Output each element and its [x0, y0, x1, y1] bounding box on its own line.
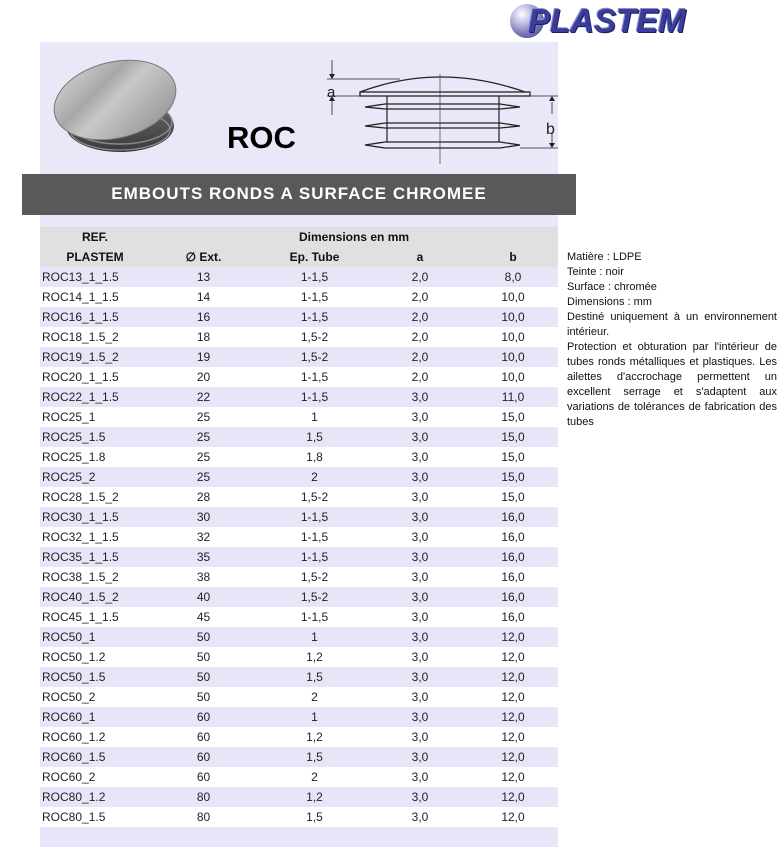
cell-tube: 1,5	[257, 807, 372, 827]
cell-ref: ROC20_1_1.5	[40, 367, 150, 387]
table-row	[40, 707, 558, 727]
cell-ref: ROC80_1.2	[40, 787, 150, 807]
title-banner	[22, 174, 576, 215]
cell-ref: ROC16_1_1.5	[40, 307, 150, 327]
cell-tube: 1,2	[257, 727, 372, 747]
cell-ext: 25	[150, 427, 257, 447]
cell-ref: ROC25_1	[40, 407, 150, 427]
cell-b: 12,0	[468, 667, 558, 687]
table-row	[40, 367, 558, 387]
cell-ext: 60	[150, 767, 257, 787]
cell-ext: 38	[150, 567, 257, 587]
cell-b: 15,0	[468, 467, 558, 487]
cell-tube: 1-1,5	[257, 287, 372, 307]
cell-b: 12,0	[468, 787, 558, 807]
table-row	[40, 607, 558, 627]
cell-ref: ROC60_1.5	[40, 747, 150, 767]
table-row	[40, 467, 558, 487]
cell-ext: 18	[150, 327, 257, 347]
cell-b: 16,0	[468, 567, 558, 587]
header-tube-thickness: Ep. Tube	[257, 247, 372, 267]
plastem-logo	[508, 2, 708, 42]
cell-b: 16,0	[468, 587, 558, 607]
cell-a: 3,0	[372, 587, 468, 607]
cell-b: 10,0	[468, 307, 558, 327]
cell-ext: 14	[150, 287, 257, 307]
cell-b: 10,0	[468, 347, 558, 367]
cell-ref: ROC60_1	[40, 707, 150, 727]
cell-ext: 32	[150, 527, 257, 547]
cell-tube: 1	[257, 627, 372, 647]
table-row	[40, 767, 558, 787]
table-row	[40, 427, 558, 447]
cell-ext: 25	[150, 447, 257, 467]
product-description	[567, 250, 777, 430]
cell-ref: ROC14_1_1.5	[40, 287, 150, 307]
cell-tube: 1,5	[257, 427, 372, 447]
dimension-label-b: b	[546, 121, 555, 138]
details-text: Protection et obturation par l'intérieur de tubes ronds métalliques et plastiques. Les ailettes d'accrochage permettent un excellent serrage et s'adaptent aux variations de tolérances de fabrication des tubes	[567, 341, 777, 428]
cell-b: 16,0	[468, 507, 558, 527]
cell-a: 2,0	[372, 267, 468, 287]
cell-a: 3,0	[372, 627, 468, 647]
empty-cell	[372, 827, 468, 847]
table-row	[40, 647, 558, 667]
empty-cell	[150, 827, 257, 847]
cell-ext: 19	[150, 347, 257, 367]
cell-b: 16,0	[468, 607, 558, 627]
table-row	[40, 807, 558, 827]
banner-title: EMBOUTS RONDS A SURFACE CHROMEE	[111, 184, 487, 203]
cell-b: 15,0	[468, 427, 558, 447]
empty-cell	[40, 827, 150, 847]
cell-tube: 1,5-2	[257, 587, 372, 607]
cell-tube: 1,5-2	[257, 567, 372, 587]
cell-b: 12,0	[468, 767, 558, 787]
cell-tube: 1-1,5	[257, 367, 372, 387]
cell-tube: 1-1,5	[257, 267, 372, 287]
table-row	[40, 527, 558, 547]
cell-ref: ROC50_1	[40, 627, 150, 647]
cell-ref: ROC32_1_1.5	[40, 527, 150, 547]
cell-a: 2,0	[372, 287, 468, 307]
header-dimensions: Dimensions en mm	[150, 227, 558, 247]
cell-b: 12,0	[468, 747, 558, 767]
cell-ref: ROC13_1_1.5	[40, 267, 150, 287]
cell-b: 16,0	[468, 547, 558, 567]
cell-a: 3,0	[372, 607, 468, 627]
cell-a: 2,0	[372, 307, 468, 327]
cell-a: 3,0	[372, 687, 468, 707]
cell-ext: 80	[150, 807, 257, 827]
material-text: Matière : LDPE	[567, 251, 642, 263]
table-empty-row	[40, 827, 558, 847]
cell-tube: 1,5-2	[257, 487, 372, 507]
cell-ref: ROC25_1.5	[40, 427, 150, 447]
cell-ref: ROC60_1.2	[40, 727, 150, 747]
cell-a: 3,0	[372, 727, 468, 747]
cell-a: 3,0	[372, 427, 468, 447]
cell-ref: ROC80_1.5	[40, 807, 150, 827]
cell-ref: ROC38_1.5_2	[40, 567, 150, 587]
table-row	[40, 727, 558, 747]
cell-tube: 1-1,5	[257, 387, 372, 407]
header-ext-diameter: ∅ Ext.	[150, 247, 257, 267]
cell-ext: 13	[150, 267, 257, 287]
cell-a: 3,0	[372, 567, 468, 587]
cell-b: 11,0	[468, 387, 558, 407]
cell-tube: 2	[257, 687, 372, 707]
table-header-row-2	[40, 247, 558, 267]
table-row	[40, 667, 558, 687]
cell-ext: 20	[150, 367, 257, 387]
logo-text: PLASTEM	[528, 2, 686, 39]
table-row	[40, 687, 558, 707]
cell-a: 3,0	[372, 527, 468, 547]
cell-a: 3,0	[372, 447, 468, 467]
product-code: ROC	[227, 120, 296, 155]
cell-a: 3,0	[372, 667, 468, 687]
cell-tube: 1,2	[257, 787, 372, 807]
cell-ext: 60	[150, 747, 257, 767]
cell-tube: 1-1,5	[257, 307, 372, 327]
cell-b: 12,0	[468, 807, 558, 827]
cell-ref: ROC25_2	[40, 467, 150, 487]
cell-tube: 1-1,5	[257, 507, 372, 527]
cell-b: 8,0	[468, 267, 558, 287]
cell-ext: 50	[150, 627, 257, 647]
cell-a: 3,0	[372, 407, 468, 427]
table-row	[40, 267, 558, 287]
cell-ext: 80	[150, 787, 257, 807]
cell-b: 12,0	[468, 647, 558, 667]
cell-a: 3,0	[372, 807, 468, 827]
cell-ext: 50	[150, 667, 257, 687]
cell-tube: 1-1,5	[257, 527, 372, 547]
cell-tube: 2	[257, 467, 372, 487]
surface-text: Surface : chromée	[567, 281, 657, 293]
table-row	[40, 507, 558, 527]
cell-tube: 1,5	[257, 747, 372, 767]
table-row	[40, 307, 558, 327]
empty-cell	[257, 827, 372, 847]
table-row	[40, 407, 558, 427]
cell-ext: 30	[150, 507, 257, 527]
dimensions-text: Dimensions : mm	[567, 296, 652, 308]
table-row	[40, 327, 558, 347]
table-row	[40, 567, 558, 587]
cell-ref: ROC40_1.5_2	[40, 587, 150, 607]
table-header-row-1	[40, 227, 558, 247]
cell-ext: 25	[150, 407, 257, 427]
cell-ext: 28	[150, 487, 257, 507]
cell-a: 2,0	[372, 367, 468, 387]
table-row	[40, 587, 558, 607]
cell-ext: 50	[150, 647, 257, 667]
cell-a: 3,0	[372, 767, 468, 787]
cell-ref: ROC22_1_1.5	[40, 387, 150, 407]
table-row	[40, 347, 558, 367]
cell-ext: 50	[150, 687, 257, 707]
cell-ext: 60	[150, 707, 257, 727]
cell-b: 16,0	[468, 527, 558, 547]
cell-tube: 1,2	[257, 647, 372, 667]
cell-a: 3,0	[372, 747, 468, 767]
cell-tube: 1,8	[257, 447, 372, 467]
product-table	[40, 227, 558, 847]
table-row	[40, 387, 558, 407]
header-a: a	[372, 247, 468, 267]
table-row	[40, 547, 558, 567]
empty-cell	[468, 827, 558, 847]
cell-a: 2,0	[372, 347, 468, 367]
cell-tube: 2	[257, 767, 372, 787]
cell-ext: 45	[150, 607, 257, 627]
cell-a: 3,0	[372, 787, 468, 807]
table-row	[40, 487, 558, 507]
cell-ref: ROC25_1.8	[40, 447, 150, 467]
cell-ext: 40	[150, 587, 257, 607]
cell-ref: ROC45_1_1.5	[40, 607, 150, 627]
cell-b: 12,0	[468, 727, 558, 747]
cell-a: 3,0	[372, 387, 468, 407]
cell-ext: 60	[150, 727, 257, 747]
table-row	[40, 287, 558, 307]
table-row	[40, 447, 558, 467]
cell-tube: 1,5-2	[257, 327, 372, 347]
header-ref: REF.	[40, 227, 150, 247]
table-row	[40, 747, 558, 767]
cell-b: 12,0	[468, 627, 558, 647]
cell-b: 10,0	[468, 327, 558, 347]
cell-ext: 22	[150, 387, 257, 407]
color-text: Teinte : noir	[567, 266, 624, 278]
cell-ref: ROC35_1_1.5	[40, 547, 150, 567]
usage-text: Destiné uniquement à un environnement intérieur.	[567, 311, 777, 338]
cell-tube: 1,5	[257, 667, 372, 687]
cell-ref: ROC50_2	[40, 687, 150, 707]
cell-a: 3,0	[372, 707, 468, 727]
cell-a: 2,0	[372, 327, 468, 347]
cell-ext: 25	[150, 467, 257, 487]
chrome-cap-image	[52, 56, 182, 160]
cell-a: 3,0	[372, 467, 468, 487]
cell-ref: ROC50_1.2	[40, 647, 150, 667]
cell-tube: 1-1,5	[257, 607, 372, 627]
dimension-label-a: a	[327, 84, 336, 101]
technical-drawing	[325, 52, 558, 164]
header-b: b	[468, 247, 558, 267]
cell-ref: ROC60_2	[40, 767, 150, 787]
cell-b: 10,0	[468, 367, 558, 387]
cell-ref: ROC19_1.5_2	[40, 347, 150, 367]
table-row	[40, 627, 558, 647]
cell-tube: 1-1,5	[257, 547, 372, 567]
cell-tube: 1,5-2	[257, 347, 372, 367]
cell-a: 3,0	[372, 487, 468, 507]
cell-tube: 1	[257, 707, 372, 727]
cell-a: 3,0	[372, 547, 468, 567]
cell-ref: ROC30_1_1.5	[40, 507, 150, 527]
cell-ext: 16	[150, 307, 257, 327]
cell-tube: 1	[257, 407, 372, 427]
cell-b: 10,0	[468, 287, 558, 307]
header-plastem: PLASTEM	[40, 247, 150, 267]
table-body	[40, 267, 558, 847]
cell-ref: ROC18_1.5_2	[40, 327, 150, 347]
product-header-panel	[40, 42, 558, 174]
cell-b: 15,0	[468, 487, 558, 507]
cell-a: 3,0	[372, 507, 468, 527]
cell-b: 15,0	[468, 407, 558, 427]
banner-spacer	[40, 215, 558, 227]
cell-ref: ROC50_1.5	[40, 667, 150, 687]
cell-ext: 35	[150, 547, 257, 567]
cell-b: 12,0	[468, 687, 558, 707]
cell-a: 3,0	[372, 647, 468, 667]
table-row	[40, 787, 558, 807]
cell-b: 12,0	[468, 707, 558, 727]
cell-b: 15,0	[468, 447, 558, 467]
cell-ref: ROC28_1.5_2	[40, 487, 150, 507]
